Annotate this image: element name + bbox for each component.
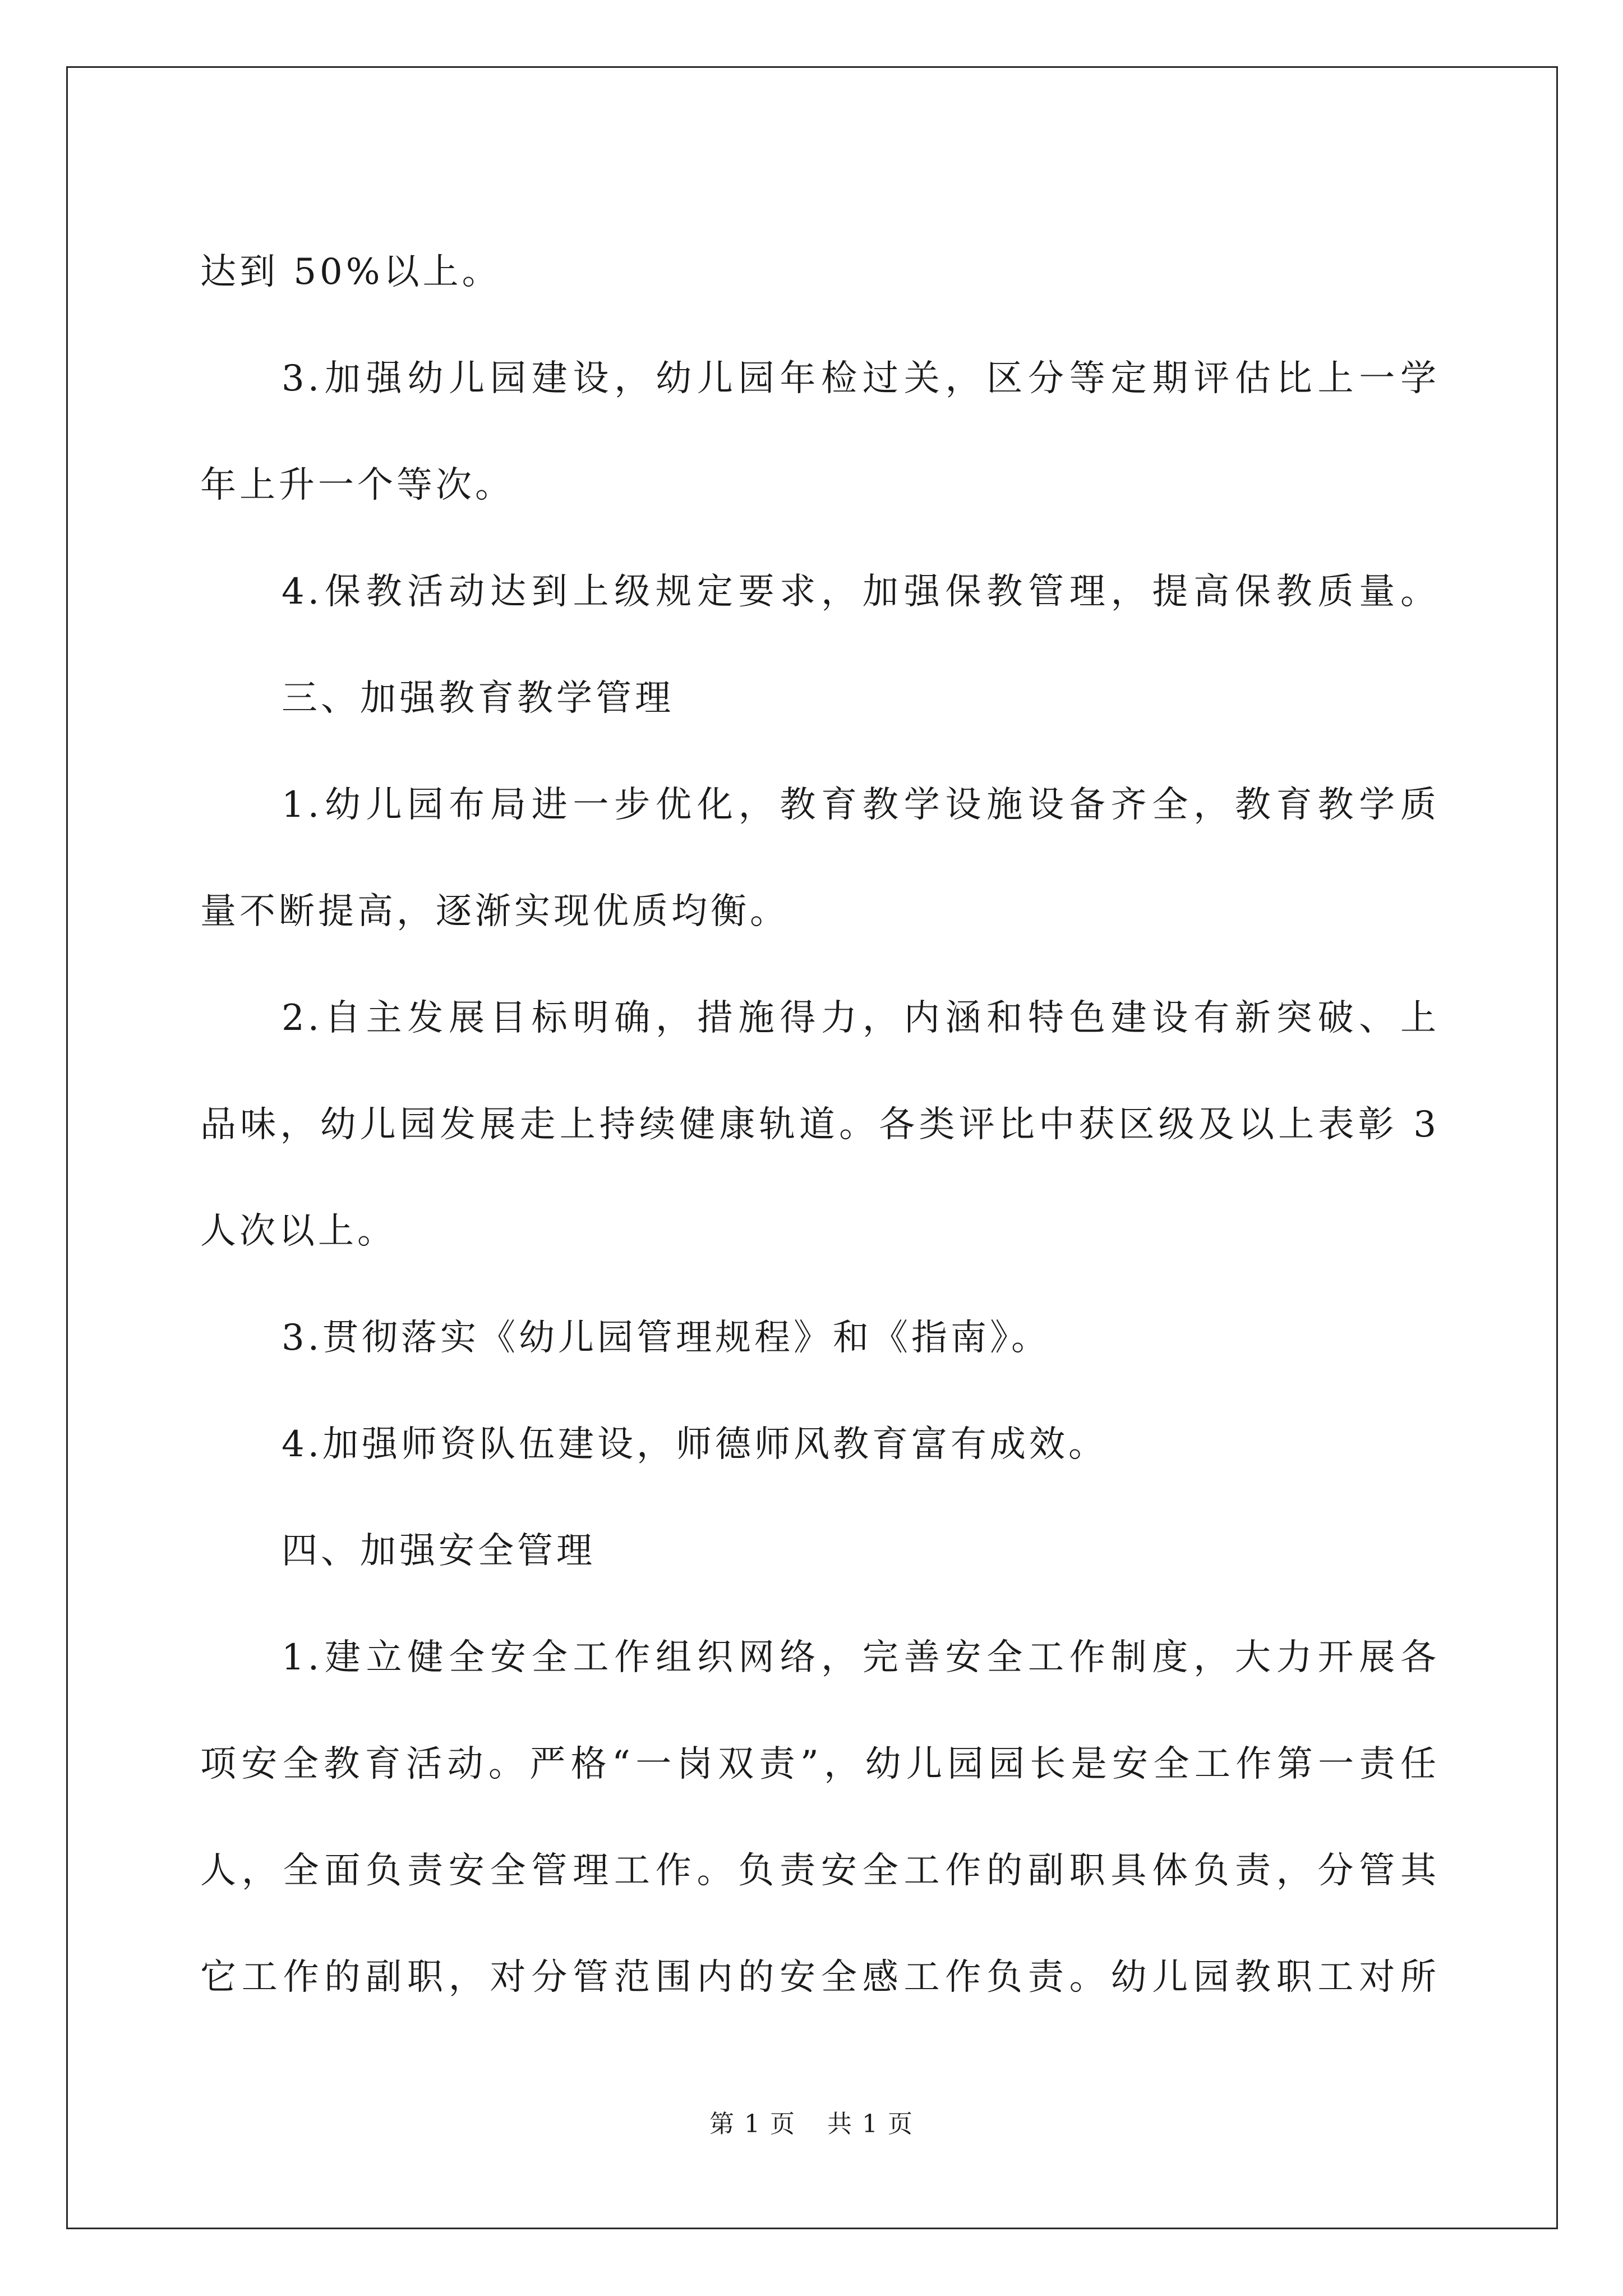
text-line: 人，全面负责安全管理工作。负责安全工作的副职具体负责，分管其 (200, 1850, 1440, 1892)
page-count: 共 1 页 (827, 2110, 914, 2138)
text-line: 1.幼儿园布局进一步优化，教育教学设施设备齐全，教育教学质 (282, 784, 1440, 826)
text-line: 它工作的副职，对分管范围内的安全感工作负责。幼儿园教职工对所 (200, 1957, 1440, 1998)
text-line: 4.加强师资队伍建设，师德师风教育富有成效。 (282, 1424, 1108, 1465)
text-line: 4.保教活动达到上级规定要求，加强保教管理，提高保教质量。 (282, 571, 1440, 613)
text-line: 3.加强幼儿园建设，幼儿园年检过关，区分等定期评估比上一学 (282, 358, 1440, 399)
document-body (200, 219, 1440, 2031)
text-block (200, 219, 1440, 2031)
page-footer (0, 2104, 1623, 2139)
text-line: 3.贯彻落实《幼儿园管理规程》和《指南》。 (282, 1317, 1051, 1359)
page-number: 第 1 页 (709, 2110, 796, 2138)
text-line: 量不断提高，逐渐实现优质均衡。 (200, 891, 789, 932)
text-line: 年上升一个等次。 (200, 464, 514, 506)
text-line: 达到 50%以上。 (200, 251, 501, 293)
section-heading: 四、加强安全管理 (282, 1530, 596, 1572)
text-line: 项安全教育活动。严格“一岗双责”，幼儿园园长是安全工作第一责任 (200, 1743, 1440, 1785)
text-line: 品味，幼儿园发展走上持续健康轨道。各类评比中获区级及以上表彰 3 (200, 1104, 1440, 1145)
text-line: 2.自主发展目标明确，措施得力，内涵和特色建设有新突破、上 (282, 997, 1440, 1039)
text-line: 1.建立健全安全工作组织网络，完善安全工作制度，大力开展各 (282, 1637, 1440, 1678)
section-heading: 三、加强教育教学管理 (282, 678, 674, 719)
text-line: 人次以上。 (200, 1211, 396, 1252)
